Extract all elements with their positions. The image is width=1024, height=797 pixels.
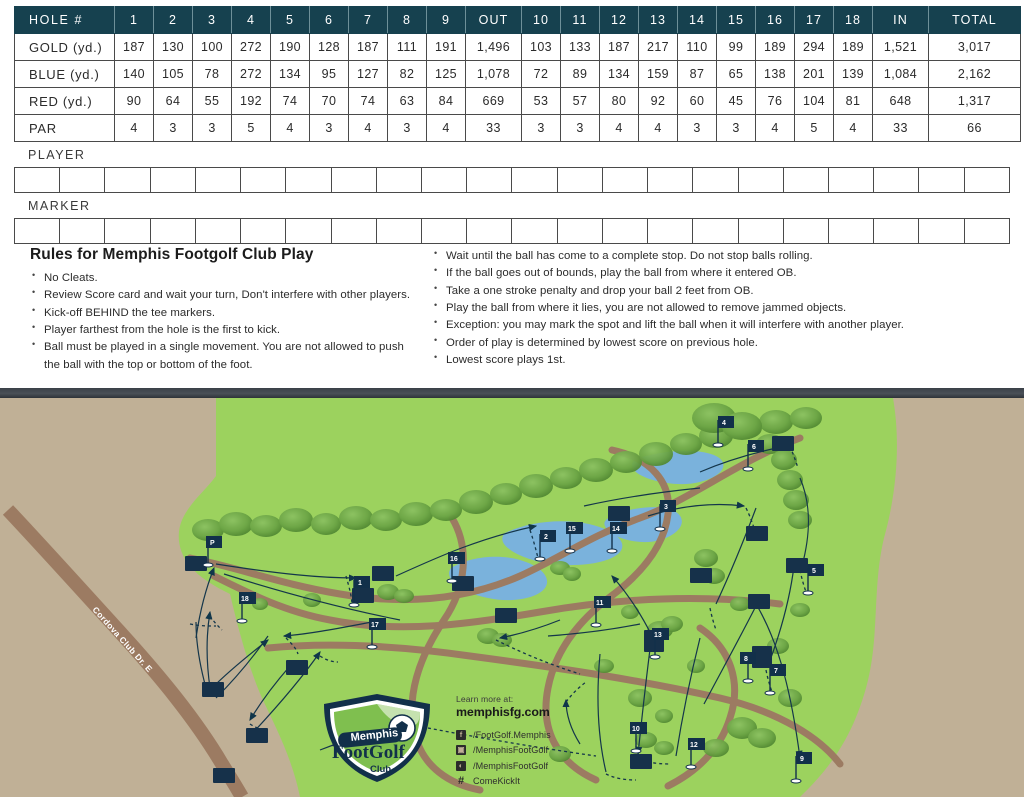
memphis-footgolf-logo bbox=[318, 692, 436, 784]
cell-value: 3 bbox=[310, 115, 349, 142]
cell-value: 669 bbox=[466, 88, 522, 115]
score-entry-cell[interactable] bbox=[286, 218, 331, 243]
cell-value: 60 bbox=[678, 88, 717, 115]
cell-value: 4 bbox=[349, 115, 388, 142]
score-entry-cell[interactable] bbox=[105, 218, 150, 243]
cell-value: 159 bbox=[639, 61, 678, 88]
svg-text:13: 13 bbox=[654, 632, 662, 639]
col-header-hole: HOLE # bbox=[15, 7, 115, 34]
rules-column-left bbox=[14, 246, 418, 374]
cell-value: 100 bbox=[193, 34, 232, 61]
svg-text:14: 14 bbox=[612, 526, 620, 533]
col-header-10: 10 bbox=[522, 7, 561, 34]
cell-value: 82 bbox=[388, 61, 427, 88]
svg-text:4: 4 bbox=[722, 420, 726, 427]
cell-value: 74 bbox=[271, 88, 310, 115]
cell-value: 2,162 bbox=[929, 61, 1021, 88]
cell-value: 128 bbox=[310, 34, 349, 61]
score-entry-cell[interactable] bbox=[421, 167, 466, 192]
svg-text:3: 3 bbox=[664, 504, 668, 511]
cell-value: 72 bbox=[522, 61, 561, 88]
col-header-16: 16 bbox=[756, 7, 795, 34]
col-header-12: 12 bbox=[600, 7, 639, 34]
cell-value: 138 bbox=[756, 61, 795, 88]
row-label: PAR bbox=[15, 115, 115, 142]
score-entry-cell[interactable] bbox=[648, 218, 693, 243]
facebook-icon: f bbox=[456, 730, 466, 740]
cell-value: 648 bbox=[873, 88, 929, 115]
col-header-14: 14 bbox=[678, 7, 717, 34]
col-header-6: 6 bbox=[310, 7, 349, 34]
svg-text:18: 18 bbox=[241, 596, 249, 603]
player-score-row[interactable] bbox=[14, 167, 1010, 193]
score-entry-cell[interactable] bbox=[828, 167, 873, 192]
cell-value: 3 bbox=[678, 115, 717, 142]
col-header-2: 2 bbox=[154, 7, 193, 34]
cell-value: 105 bbox=[154, 61, 193, 88]
cell-value: 192 bbox=[232, 88, 271, 115]
cell-value: 189 bbox=[756, 34, 795, 61]
score-entry-cell[interactable] bbox=[15, 218, 60, 243]
score-entry-cell[interactable] bbox=[286, 167, 331, 192]
cell-value: 55 bbox=[193, 88, 232, 115]
cell-value: 187 bbox=[115, 34, 154, 61]
rule-item: • Take a one stroke penalty and drop your ball 2 feet from OB. bbox=[432, 283, 978, 300]
cell-value: 294 bbox=[795, 34, 834, 61]
score-entry-cell[interactable] bbox=[105, 167, 150, 192]
score-entry-cell[interactable] bbox=[331, 167, 376, 192]
rule-item: • Player farthest from the hole is the first to kick. bbox=[30, 322, 418, 339]
col-header-out: OUT bbox=[466, 7, 522, 34]
cell-value: 139 bbox=[834, 61, 873, 88]
logo-text-memphis: Memphis bbox=[350, 727, 399, 744]
social-handle: ComeKickIt bbox=[473, 776, 520, 787]
score-entry-cell[interactable] bbox=[150, 167, 195, 192]
svg-text:2: 2 bbox=[544, 534, 548, 541]
score-entry-cell[interactable] bbox=[693, 218, 738, 243]
score-entry-cell[interactable] bbox=[376, 218, 421, 243]
cell-value: 1,521 bbox=[873, 34, 929, 61]
cell-value: 272 bbox=[232, 61, 271, 88]
score-entry-cell[interactable] bbox=[648, 167, 693, 192]
cell-value: 4 bbox=[639, 115, 678, 142]
score-entry-cell[interactable] bbox=[15, 167, 60, 192]
logo-text-footgolf: FootGolf bbox=[332, 742, 405, 763]
cell-value: 130 bbox=[154, 34, 193, 61]
social-link[interactable] bbox=[456, 745, 616, 755]
rule-item: • Order of play is determined by lowest score on previous hole. bbox=[432, 335, 978, 352]
svg-text:11: 11 bbox=[596, 600, 604, 607]
rule-item: • No Cleats. bbox=[30, 270, 418, 287]
cell-value: 125 bbox=[427, 61, 466, 88]
cell-value: 33 bbox=[466, 115, 522, 142]
score-entry-cell[interactable] bbox=[874, 167, 919, 192]
rules-list-left bbox=[30, 270, 418, 374]
col-header-5: 5 bbox=[271, 7, 310, 34]
row-label: RED (yd.) bbox=[15, 88, 115, 115]
rule-item: • If the ball goes out of bounds, play the ball from where it entered OB. bbox=[432, 265, 978, 282]
cell-value: 90 bbox=[115, 88, 154, 115]
score-entry-cell[interactable] bbox=[150, 218, 195, 243]
table-row bbox=[15, 115, 1021, 142]
score-entry-cell[interactable] bbox=[467, 218, 512, 243]
rules-list-right bbox=[432, 248, 978, 369]
col-header-7: 7 bbox=[349, 7, 388, 34]
col-header-1: 1 bbox=[115, 7, 154, 34]
social-link[interactable] bbox=[456, 761, 616, 771]
table-row bbox=[15, 88, 1021, 115]
score-entry-cell[interactable] bbox=[738, 167, 783, 192]
cell-value: 80 bbox=[600, 88, 639, 115]
cell-value: 1,496 bbox=[466, 34, 522, 61]
cell-value: 110 bbox=[678, 34, 717, 61]
cell-value: 3 bbox=[561, 115, 600, 142]
cell-value: 53 bbox=[522, 88, 561, 115]
row-label: GOLD (yd.) bbox=[15, 34, 115, 61]
score-entry-cell[interactable] bbox=[421, 218, 466, 243]
cell-value: 191 bbox=[427, 34, 466, 61]
social-handle: /FootGolf.Memphis bbox=[473, 729, 551, 740]
rule-item: • Lowest score plays 1st. bbox=[432, 352, 978, 369]
rules-title: Rules for Memphis Footgolf Club Play bbox=[30, 246, 314, 263]
score-entry-cell[interactable] bbox=[602, 218, 647, 243]
cell-value: 3,017 bbox=[929, 34, 1021, 61]
rule-item: • Exception: you may mark the spot and lift the ball when it will interfere with another player. bbox=[432, 317, 978, 334]
rule-item: • Play the ball from where it lies, you are not allowed to remove jammed objects. bbox=[432, 300, 978, 317]
cell-value: 87 bbox=[678, 61, 717, 88]
marker-label: MARKER bbox=[28, 198, 91, 213]
cell-value: 4 bbox=[271, 115, 310, 142]
col-header-11: 11 bbox=[561, 7, 600, 34]
cell-value: 272 bbox=[232, 34, 271, 61]
social-handle: /MemphisFootGolf bbox=[473, 745, 549, 756]
instagram-icon: ▣ bbox=[457, 745, 465, 755]
cell-value: 64 bbox=[154, 88, 193, 115]
score-entry-cell[interactable] bbox=[738, 218, 783, 243]
cell-value: 111 bbox=[388, 34, 427, 61]
table-body bbox=[15, 34, 1021, 142]
cell-value: 74 bbox=[349, 88, 388, 115]
col-header-9: 9 bbox=[427, 7, 466, 34]
cell-value: 81 bbox=[834, 88, 873, 115]
svg-text:12: 12 bbox=[690, 742, 698, 749]
rule-item: • Review Score card and wait your turn, Don't interfere with other players. bbox=[30, 287, 418, 304]
cell-value: 33 bbox=[873, 115, 929, 142]
map-top-divider bbox=[0, 388, 1024, 398]
score-entry-cell[interactable] bbox=[512, 218, 557, 243]
svg-text:1: 1 bbox=[358, 580, 362, 587]
cell-value: 134 bbox=[600, 61, 639, 88]
cell-value: 95 bbox=[310, 61, 349, 88]
cell-value: 140 bbox=[115, 61, 154, 88]
col-header-4: 4 bbox=[232, 7, 271, 34]
score-entry-cell[interactable] bbox=[964, 218, 1009, 243]
col-header-in: IN bbox=[873, 7, 929, 34]
cell-value: 1,084 bbox=[873, 61, 929, 88]
cell-value: 70 bbox=[310, 88, 349, 115]
score-entry-cell[interactable] bbox=[376, 167, 421, 192]
score-entry-cell[interactable] bbox=[195, 218, 240, 243]
score-entry-cell[interactable] bbox=[241, 218, 286, 243]
score-entry-cell[interactable] bbox=[195, 167, 240, 192]
social-link[interactable] bbox=[456, 776, 616, 786]
col-header-15: 15 bbox=[717, 7, 756, 34]
cell-value: 4 bbox=[834, 115, 873, 142]
svg-text:9: 9 bbox=[800, 756, 804, 763]
score-entry-cell[interactable] bbox=[874, 218, 919, 243]
marker-score-row[interactable] bbox=[14, 218, 1010, 244]
social-handle: /MemphisFootGolf bbox=[473, 760, 549, 771]
score-entry-cell[interactable] bbox=[557, 167, 602, 192]
rule-item: • Wait until the ball has come to a complete stop. Do not stop balls rolling. bbox=[432, 248, 978, 265]
rules-column-right bbox=[418, 246, 978, 374]
social-link[interactable] bbox=[456, 730, 616, 740]
cell-value: 84 bbox=[427, 88, 466, 115]
cell-value: 4 bbox=[427, 115, 466, 142]
score-entry-cell[interactable] bbox=[60, 218, 105, 243]
score-entry-cell[interactable] bbox=[467, 167, 512, 192]
learn-more-label: Learn more at: bbox=[456, 694, 514, 704]
yardage-table bbox=[14, 6, 1021, 142]
cell-value: 57 bbox=[561, 88, 600, 115]
score-entry-cell[interactable] bbox=[964, 167, 1009, 192]
cell-value: 5 bbox=[232, 115, 271, 142]
cell-value: 104 bbox=[795, 88, 834, 115]
cell-value: 3 bbox=[388, 115, 427, 142]
marker-section bbox=[14, 200, 1010, 244]
score-entry-cell[interactable] bbox=[783, 167, 828, 192]
twitter-icon: ◐ bbox=[456, 761, 466, 771]
table-row bbox=[15, 61, 1021, 88]
svg-text:6: 6 bbox=[752, 444, 756, 451]
svg-text:15: 15 bbox=[568, 526, 576, 533]
cell-value: 127 bbox=[349, 61, 388, 88]
cell-value: 78 bbox=[193, 61, 232, 88]
row-label: BLUE (yd.) bbox=[15, 61, 115, 88]
cell-value: 89 bbox=[561, 61, 600, 88]
hashtag-icon: # bbox=[457, 775, 465, 788]
col-header-3: 3 bbox=[193, 7, 232, 34]
cell-value: 63 bbox=[388, 88, 427, 115]
cell-value: 189 bbox=[834, 34, 873, 61]
score-entry-cell[interactable] bbox=[60, 167, 105, 192]
cell-value: 65 bbox=[717, 61, 756, 88]
score-entry-cell[interactable] bbox=[241, 167, 286, 192]
social-links-list bbox=[456, 730, 616, 787]
brand-block bbox=[318, 690, 568, 790]
parking-label: P bbox=[210, 540, 215, 547]
learn-more-block bbox=[456, 694, 616, 792]
cell-value: 187 bbox=[349, 34, 388, 61]
cell-value: 66 bbox=[929, 115, 1021, 142]
col-header-17: 17 bbox=[795, 7, 834, 34]
player-label: PLAYER bbox=[28, 148, 86, 162]
score-entry-cell[interactable] bbox=[919, 218, 964, 243]
score-entry-cell[interactable] bbox=[331, 218, 376, 243]
cell-value: 5 bbox=[795, 115, 834, 142]
table-row bbox=[15, 34, 1021, 61]
logo-text-club: Club bbox=[370, 764, 392, 775]
score-entry-cell[interactable] bbox=[602, 167, 647, 192]
score-entry-cell[interactable] bbox=[828, 218, 873, 243]
website-url[interactable]: memphisfg.com bbox=[456, 704, 550, 719]
svg-text:16: 16 bbox=[450, 556, 458, 563]
player-section bbox=[14, 149, 1010, 193]
cell-value: 45 bbox=[717, 88, 756, 115]
col-header-total: TOTAL bbox=[929, 7, 1021, 34]
score-entry-cell[interactable] bbox=[557, 218, 602, 243]
cell-value: 201 bbox=[795, 61, 834, 88]
cell-value: 103 bbox=[522, 34, 561, 61]
score-entry-cell[interactable] bbox=[512, 167, 557, 192]
cell-value: 3 bbox=[522, 115, 561, 142]
cell-value: 92 bbox=[639, 88, 678, 115]
col-header-18: 18 bbox=[834, 7, 873, 34]
svg-text:17: 17 bbox=[371, 622, 379, 629]
cell-value: 187 bbox=[600, 34, 639, 61]
svg-text:5: 5 bbox=[812, 568, 816, 575]
road-label: Cordova Club Dr. E bbox=[90, 604, 155, 675]
cell-value: 3 bbox=[193, 115, 232, 142]
cell-value: 4 bbox=[756, 115, 795, 142]
score-entry-cell[interactable] bbox=[693, 167, 738, 192]
score-entry-cell[interactable] bbox=[783, 218, 828, 243]
cell-value: 1,317 bbox=[929, 88, 1021, 115]
svg-text:10: 10 bbox=[632, 726, 640, 733]
col-header-13: 13 bbox=[639, 7, 678, 34]
svg-text:7: 7 bbox=[774, 668, 778, 675]
cell-value: 217 bbox=[639, 34, 678, 61]
cell-value: 4 bbox=[600, 115, 639, 142]
cell-value: 4 bbox=[115, 115, 154, 142]
col-header-8: 8 bbox=[388, 7, 427, 34]
rule-item: • Kick-off BEHIND the tee markers. bbox=[30, 305, 418, 322]
cell-value: 1,078 bbox=[466, 61, 522, 88]
course-map bbox=[0, 388, 1024, 797]
cell-value: 99 bbox=[717, 34, 756, 61]
score-entry-cell[interactable] bbox=[919, 167, 964, 192]
cell-value: 3 bbox=[154, 115, 193, 142]
cell-value: 76 bbox=[756, 88, 795, 115]
table-header-row bbox=[15, 7, 1021, 34]
cell-value: 3 bbox=[717, 115, 756, 142]
rule-item: • Ball must be played in a single movement. You are not allowed to push the ball with the top or bottom of the foot. bbox=[30, 339, 418, 374]
rules-section bbox=[0, 246, 1024, 386]
cell-value: 190 bbox=[271, 34, 310, 61]
svg-text:8: 8 bbox=[744, 656, 748, 663]
cell-value: 133 bbox=[561, 34, 600, 61]
cell-value: 134 bbox=[271, 61, 310, 88]
